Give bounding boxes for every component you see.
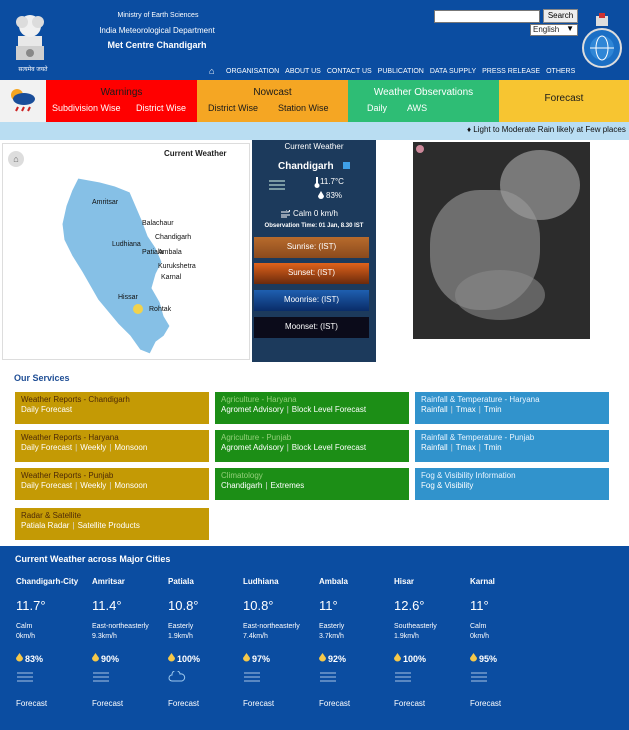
service-title: Weather Reports - Punjab [21, 471, 114, 480]
city-temperature: 11.4° [92, 598, 122, 613]
service-link[interactable]: Daily Forecast [21, 481, 73, 490]
haze-icon [394, 671, 412, 683]
service-card [215, 392, 409, 424]
service-link[interactable]: Satellite Products [77, 521, 140, 530]
city-wind-speed: 3.7km/h [319, 633, 344, 640]
city-wind-speed: 0km/h [16, 633, 36, 640]
humidity-drop-icon [470, 653, 477, 662]
cloud-icon [168, 671, 186, 683]
service-links [21, 521, 203, 530]
service-link[interactable]: Tmax [455, 405, 476, 414]
humidity-drop-icon [318, 191, 324, 200]
service-links [421, 405, 603, 414]
service-link[interactable]: Rainfall [421, 443, 448, 452]
city-name[interactable]: Patiala [168, 577, 194, 586]
link-separator: | [265, 481, 268, 490]
menu-nowcast-title[interactable]: Nowcast [253, 87, 292, 98]
service-links [421, 443, 603, 452]
city-humidity-value: 100% [177, 654, 201, 664]
service-card [15, 430, 209, 462]
city-humidity [394, 653, 426, 664]
service-title: Climatology [221, 471, 263, 480]
service-links [21, 481, 203, 490]
current-weather-heading: Current Weather [284, 142, 344, 151]
city-forecast-link[interactable]: Forecast [243, 699, 275, 708]
language-value: English [533, 25, 560, 34]
city-humidity [92, 653, 119, 664]
satellite-cloud [500, 150, 580, 220]
city-humidity-value: 100% [403, 654, 427, 664]
map-title: Current Weather [164, 149, 227, 158]
service-link[interactable]: Daily Forecast [21, 443, 73, 452]
menu-link-aws[interactable]: AWS [407, 103, 428, 113]
haze-icon [16, 671, 34, 683]
service-title: Radar & Satellite [21, 511, 82, 520]
map-city-label[interactable]: Balachaur [142, 220, 174, 227]
city-humidity-value: 83% [25, 654, 44, 664]
humidity-drop-icon [243, 653, 250, 662]
emblem-caption: सत्यमेव जयते [18, 67, 48, 73]
city-wind-speed: 7.4km/h [243, 633, 268, 640]
service-link[interactable]: Tmin [483, 405, 502, 414]
menu-link-station-wise[interactable]: Station Wise [278, 103, 329, 113]
humidity-drop-icon [319, 653, 326, 662]
city-wind-direction: Calm [470, 623, 487, 630]
current-humidity: 83% [326, 191, 343, 200]
news-ticker [0, 122, 629, 140]
haze-icon [243, 671, 261, 683]
menu-forecast [499, 80, 629, 122]
menu-link-district-wise-nowcast[interactable]: District Wise [208, 103, 258, 113]
service-card [15, 508, 209, 540]
service-links [21, 405, 203, 414]
service-card [215, 430, 409, 462]
service-card [415, 468, 609, 500]
city-wind-direction: East-northeasterly [92, 623, 149, 630]
city-forecast-link[interactable]: Forecast [92, 699, 124, 708]
satellite-cloud [455, 270, 545, 320]
city-humidity [243, 653, 270, 664]
ticker-text[interactable]: ♦ Light to Moderate Rain likely at Few places [467, 125, 626, 134]
menu-observations [348, 80, 499, 122]
city-humidity-value: 97% [252, 654, 271, 664]
menu-nowcast [197, 80, 348, 122]
chevron-down-icon: ▼ [566, 24, 574, 33]
ministry-name: Ministry of Earth Sciences [117, 12, 199, 19]
imd-crest-icon [594, 12, 610, 28]
link-separator: | [478, 443, 481, 452]
city-temperature: 11.7° [16, 598, 46, 613]
city-name[interactable]: Ludhiana [243, 577, 279, 586]
department-name: India Meteorological Department [99, 26, 215, 35]
service-link[interactable]: Agromet Advisory [221, 405, 284, 414]
service-link[interactable]: Agromet Advisory [221, 443, 284, 452]
service-link[interactable]: Weekly [80, 481, 107, 490]
nav-others[interactable]: OTHERS [546, 68, 576, 75]
city-forecast-link[interactable]: Forecast [16, 699, 48, 708]
link-separator: | [478, 405, 481, 414]
link-separator: | [72, 521, 75, 530]
nav-publication[interactable]: PUBLICATION [377, 68, 424, 75]
nav-press-release[interactable]: PRESS RELEASE [482, 68, 541, 75]
menu-warnings-title[interactable]: Warnings [100, 87, 143, 98]
city-humidity-value: 90% [101, 654, 120, 664]
current-wind: Calm 0 km/h [293, 209, 338, 218]
service-card [415, 430, 609, 462]
map-city-label[interactable]: Rohtak [149, 306, 172, 313]
nav-organisation[interactable]: ORGANISATION [226, 68, 280, 75]
site-title: Met Centre Chandigarh [107, 40, 207, 50]
link-separator: | [109, 481, 112, 490]
map-city-label[interactable]: Karnal [161, 274, 182, 281]
link-separator: | [450, 405, 453, 414]
link-separator: | [450, 443, 453, 452]
city-forecast-link[interactable]: Forecast [394, 699, 426, 708]
search-input[interactable] [434, 10, 540, 23]
city-humidity-value: 92% [328, 654, 347, 664]
city-humidity [470, 653, 497, 664]
map-city-label[interactable]: Amritsar [92, 199, 119, 206]
service-title: Rainfall & Temperature - Haryana [421, 395, 540, 404]
moonset-strip: Moonset: (IST) [254, 317, 369, 338]
service-link[interactable]: Monsoon [114, 481, 148, 490]
current-city: Chandigarh [278, 161, 334, 172]
service-link[interactable]: Tmax [455, 443, 476, 452]
service-title: Fog & Visibility Information [421, 471, 516, 480]
current-temperature: 11.7°C [320, 177, 344, 186]
service-title: Agriculture - Haryana [221, 395, 297, 404]
city-temperature: 10.8° [243, 598, 274, 613]
map-city-label[interactable]: Kurukshetra [158, 263, 196, 270]
humidity-drop-icon [16, 653, 23, 662]
menu-link-district-wise[interactable]: District Wise [136, 103, 186, 113]
humidity-drop-icon [394, 653, 401, 662]
city-forecast-link[interactable]: Forecast [319, 699, 351, 708]
city-wind-direction: Calm [16, 623, 33, 630]
nav-contact-us[interactable]: CONTACT US [326, 68, 372, 75]
service-link[interactable]: Chandigarh [221, 481, 263, 490]
link-separator: | [286, 443, 289, 452]
city-humidity [319, 653, 346, 664]
city-wind-speed: 1.9km/h [168, 633, 193, 640]
service-card [15, 392, 209, 424]
service-title: Weather Reports - Haryana [21, 433, 119, 442]
city-name[interactable]: Ambala [319, 577, 348, 586]
imd-logo-icon [582, 28, 622, 68]
service-card [415, 392, 609, 424]
city-temperature: 10.8° [168, 598, 199, 613]
menu-link-daily[interactable]: Daily [367, 103, 388, 113]
menu-forecast-title[interactable]: Forecast [544, 93, 584, 104]
service-links [21, 443, 203, 452]
city-name[interactable]: Chandigarh-City [16, 577, 79, 586]
service-links [221, 443, 403, 452]
link-separator: | [109, 443, 112, 452]
city-wind-direction: Southeasterly [394, 623, 437, 630]
isro-logo-icon [415, 144, 425, 154]
service-links [221, 481, 403, 490]
service-link[interactable]: Weekly [80, 443, 107, 452]
service-link[interactable]: Daily Forecast [21, 405, 73, 414]
service-link[interactable]: Fog & Visibility [421, 481, 474, 490]
wind-icon [281, 210, 291, 218]
service-links [421, 481, 603, 490]
sunrise-strip: Sunrise: (IST) [254, 237, 369, 258]
link-separator: | [75, 443, 78, 452]
map-city-label[interactable]: Ludhiana [112, 241, 141, 248]
service-link[interactable]: Monsoon [114, 443, 148, 452]
service-link[interactable]: Extremes [270, 481, 305, 490]
city-temperature: 11° [470, 598, 489, 613]
menu-warnings [46, 80, 197, 122]
service-title: Agriculture - Punjab [221, 433, 292, 442]
service-link[interactable]: Tmin [483, 443, 502, 452]
link-separator: | [286, 405, 289, 414]
map-city-label[interactable]: Chandigarh [155, 234, 192, 241]
main-menu [0, 80, 629, 122]
search-button[interactable]: Search [543, 9, 578, 23]
city-wind-direction: Easterly [319, 623, 345, 630]
menu-weather-icon [0, 80, 46, 122]
major-cities-heading: Current Weather across Major Cities [15, 554, 171, 564]
city-humidity-value: 95% [479, 654, 498, 664]
service-links [221, 405, 403, 414]
haze-icon [319, 671, 337, 683]
map-city-label[interactable]: Patiala [142, 249, 164, 256]
language-select[interactable] [530, 24, 578, 36]
home-icon[interactable]: ⌂ [209, 66, 215, 76]
humidity-drop-icon [168, 653, 175, 662]
haze-icon [268, 179, 286, 193]
observation-time: Observation Time: 01 Jan, 8.30 IST [264, 223, 364, 229]
service-link[interactable]: Rainfall [421, 405, 448, 414]
city-humidity [168, 653, 200, 664]
map-home-icon[interactable]: ⌂ [8, 151, 24, 167]
service-title: Rainfall & Temperature - Punjab [421, 433, 535, 442]
city-name[interactable]: Hisar [394, 577, 415, 586]
service-link[interactable]: Patiala Radar [21, 521, 70, 530]
service-card [15, 468, 209, 500]
city-wind-speed: 0km/h [470, 633, 490, 640]
menu-observations-title[interactable]: Weather Observations [373, 87, 474, 98]
city-forecast-link[interactable]: Forecast [168, 699, 200, 708]
link-separator: | [75, 481, 78, 490]
city-wind-direction: East-northeasterly [243, 623, 300, 630]
moonrise-strip: Moonrise: (IST) [254, 290, 369, 311]
service-card [215, 468, 409, 500]
haze-icon [92, 671, 110, 683]
service-link[interactable]: Block Level Forecast [291, 405, 367, 414]
services-heading: Our Services [14, 373, 70, 383]
city-forecast-link[interactable]: Forecast [470, 699, 502, 708]
city-name[interactable]: Amritsar [92, 577, 125, 586]
service-title: Weather Reports - Chandigarh [21, 395, 130, 404]
city-humidity [16, 653, 43, 664]
location-marker-icon [343, 162, 350, 169]
nav-data-supply[interactable]: DATA SUPPLY [429, 68, 477, 75]
service-link[interactable]: Block Level Forecast [291, 443, 367, 452]
city-temperature: 11° [319, 598, 338, 613]
nav-about-us[interactable]: ABOUT US [285, 68, 321, 75]
national-emblem-icon [10, 6, 50, 68]
city-name[interactable]: Karnal [470, 577, 495, 586]
city-temperature: 12.6° [394, 598, 425, 613]
top-navigation [223, 66, 578, 78]
city-wind-speed: 9.3km/h [92, 633, 117, 640]
haze-icon [470, 671, 488, 683]
map-city-label[interactable]: Ambala [158, 249, 182, 256]
city-wind-direction: Easterly [168, 623, 194, 630]
menu-link-subdivision-wise[interactable]: Subdivision Wise [52, 103, 121, 113]
city-wind-speed: 1.9km/h [394, 633, 419, 640]
humidity-drop-icon [92, 653, 99, 662]
map-city-label[interactable]: Hissar [118, 294, 138, 301]
sunset-strip: Sunset: (IST) [254, 263, 369, 284]
